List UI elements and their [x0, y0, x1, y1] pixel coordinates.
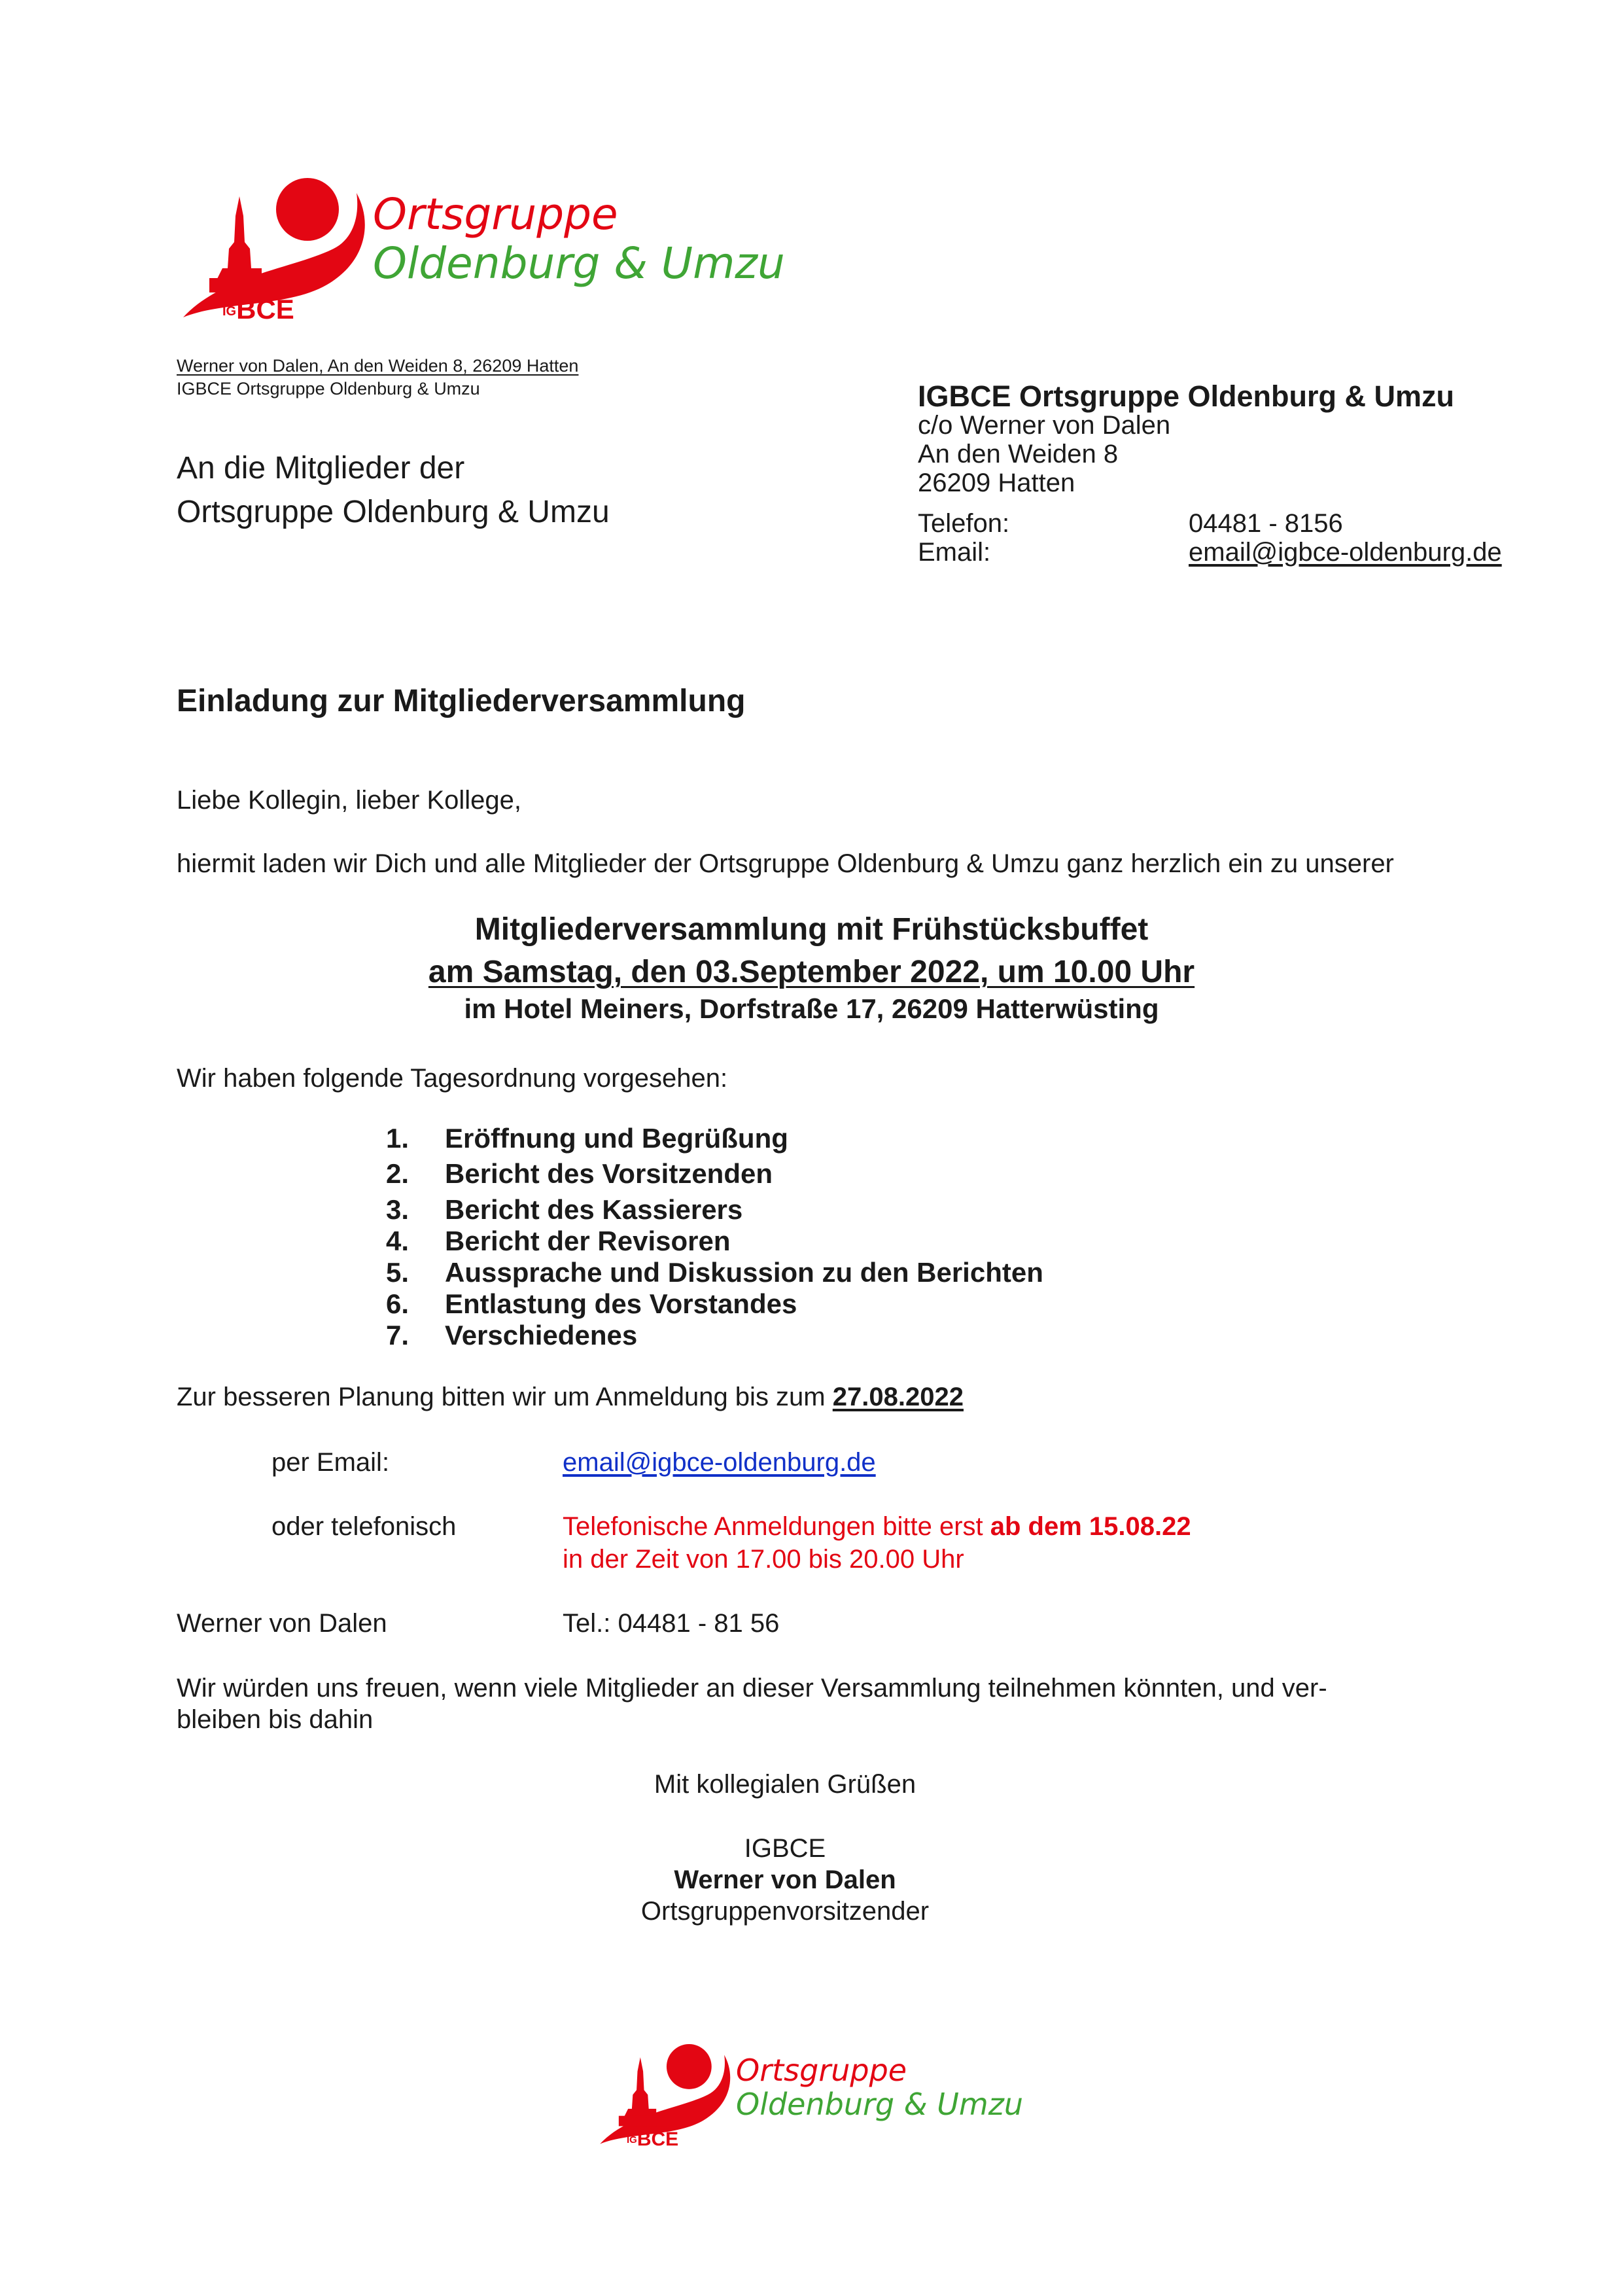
- agenda-number: 2.: [386, 1158, 410, 1189]
- closing-line-2: bleiben bis dahin: [177, 1705, 374, 1734]
- agenda-number: 3.: [386, 1194, 410, 1225]
- agenda-intro: Wir haben folgende Tagesordnung vorgesehen:: [177, 1064, 728, 1093]
- registration-text: [177, 1381, 964, 1413]
- sender-org: IGBCE Ortsgruppe Oldenburg & Umzu: [177, 379, 480, 398]
- subject-heading: Einladung zur Mitgliederversammlung: [177, 684, 746, 718]
- recipient-line-2: Ortsgruppe Oldenburg & Umzu: [177, 495, 610, 529]
- signature-name: Werner von Dalen: [674, 1865, 896, 1894]
- contact-person-name: Werner von Dalen: [177, 1609, 387, 1638]
- contact-phone: 04481 - 8156: [1189, 509, 1343, 538]
- registration-phone-hours: in der Zeit von 17.00 bis 20.00 Uhr: [563, 1545, 964, 1574]
- agenda-text: Bericht der Revisoren: [445, 1226, 731, 1256]
- list-item: [386, 1158, 773, 1190]
- logo-brand-prefix: IG: [222, 304, 237, 319]
- agenda-number: 4.: [386, 1226, 410, 1256]
- signature-org: IGBCE: [744, 1834, 826, 1863]
- contact-org: IGBCE Ortsgruppe Oldenburg & Umzu: [918, 380, 1455, 413]
- event-date: [0, 952, 1623, 993]
- contact-person-tel: Tel.: 04481 - 81 56: [563, 1609, 780, 1638]
- contact-email-link[interactable]: email@igbce-oldenburg.de: [1189, 538, 1502, 567]
- logo-top: [177, 170, 792, 334]
- logo-bottom-line-2: Oldenburg & Umzu: [736, 2087, 1023, 2122]
- closing-line-1: Wir würden uns freuen, wenn viele Mitglieder an dieser Versammlung teilnehmen könnten, und ver-: [177, 1674, 1327, 1703]
- contact-phone-label: Telefon:: [918, 509, 1010, 538]
- event-title: Mitgliederversammlung mit Frühstücksbuffet: [474, 912, 1149, 947]
- phone-note-date: ab dem 15.08.22: [990, 1512, 1191, 1541]
- registration-email-link[interactable]: email@igbce-oldenburg.de: [563, 1448, 876, 1477]
- registration-deadline: 27.08.2022: [832, 1383, 964, 1411]
- contact-co: c/o Werner von Dalen: [918, 411, 1171, 440]
- logo-bottom: [595, 2038, 1053, 2163]
- event-date-text: am Samstag, den 03.September 2022, um 10.00 Uhr: [428, 955, 1195, 989]
- contact-street: An den Weiden 8: [918, 440, 1119, 468]
- contact-city: 26209 Hatten: [918, 468, 1075, 497]
- agenda-number: 7.: [386, 1320, 410, 1351]
- agenda-text: Eröffnung und Begrüßung: [445, 1123, 788, 1154]
- list-item: [386, 1320, 637, 1351]
- registration-email-label: per Email:: [271, 1448, 390, 1477]
- agenda-text: Entlastung des Vorstandes: [445, 1288, 797, 1319]
- logo-brand-main: BCE: [236, 294, 294, 325]
- phone-note-text: Telefonische Anmeldungen bitte erst: [563, 1512, 983, 1541]
- intro-text: hiermit laden wir Dich und alle Mitglieder der Ortsgruppe Oldenburg & Umzu ganz herzlich ein zu unserer: [177, 849, 1394, 878]
- agenda-text: Bericht des Kassierers: [445, 1194, 743, 1225]
- logo-line-1: Ortsgruppe: [373, 189, 618, 239]
- registration-phone-note: [563, 1510, 1191, 1543]
- list-item: [386, 1194, 742, 1226]
- recipient-line-1: An die Mitglieder der: [177, 451, 465, 486]
- sender-line: Werner von Dalen, An den Weiden 8, 26209 Hatten: [177, 356, 579, 376]
- logo-brand: [222, 294, 294, 327]
- logo-line-2: Oldenburg & Umzu: [373, 238, 785, 289]
- greeting: Mit kollegialen Grüßen: [654, 1770, 916, 1799]
- agenda-number: 1.: [386, 1123, 410, 1154]
- logo-bottom-brand-prefix: IG: [627, 2134, 637, 2146]
- registration-sentence: Zur besseren Planung bitten wir um Anmeldung bis zum: [177, 1383, 826, 1411]
- list-item: [386, 1257, 1043, 1288]
- salutation: Liebe Kollegin, lieber Kollege,: [177, 786, 522, 815]
- registration-phone-label: oder telefonisch: [271, 1512, 457, 1541]
- signature-role: Ortsgruppenvorsitzender: [640, 1897, 930, 1926]
- agenda-number: 5.: [386, 1257, 410, 1288]
- list-item: [386, 1288, 797, 1320]
- logo-bottom-brand: [627, 2128, 678, 2151]
- agenda-text: Bericht des Vorsitzenden: [445, 1158, 773, 1189]
- agenda-number: 6.: [386, 1288, 410, 1319]
- list-item: [386, 1226, 731, 1257]
- agenda-text: Aussprache und Diskussion zu den Berichten: [445, 1257, 1043, 1288]
- contact-email-label: Email:: [918, 538, 991, 567]
- list-item: [386, 1123, 788, 1154]
- agenda-text: Verschiedenes: [445, 1320, 638, 1351]
- logo-bottom-brand-main: BCE: [637, 2128, 679, 2150]
- event-location: im Hotel Meiners, Dorfstraße 17, 26209 Hatterwüsting: [464, 993, 1159, 1024]
- logo-bottom-line-1: Ortsgruppe: [736, 2053, 907, 2088]
